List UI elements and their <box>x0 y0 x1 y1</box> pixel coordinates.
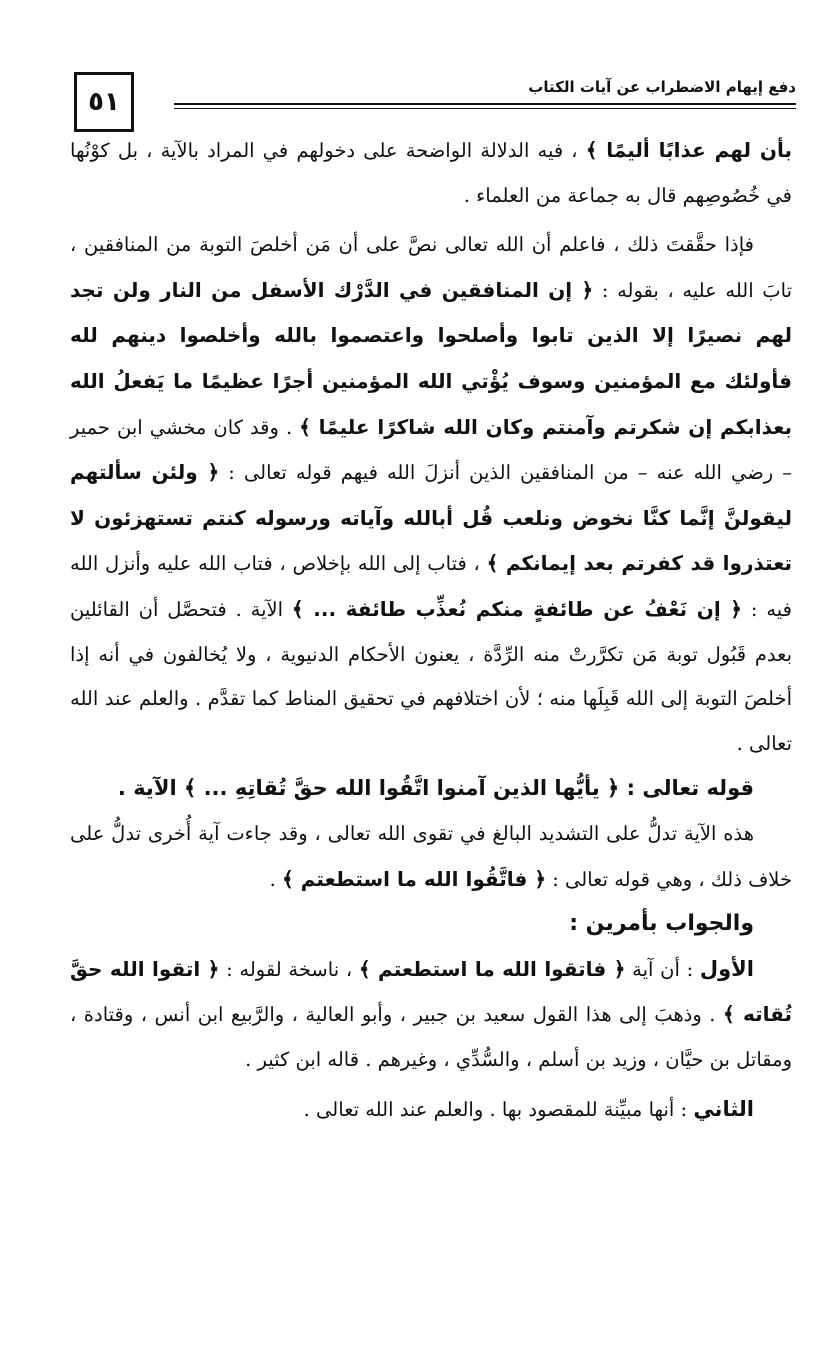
body-text-run: . وذهبَ إلى هذا القول سعيد بن جبير ، وأبو العالية ، والرَّبيع ابن أنس ، وقتادة ، ومقاتل بن حيَّان ، وزيد بن أسلم ، والسُّدِّي ، وغيرهم . قاله ابن كثير . <box>70 1003 792 1071</box>
page-body <box>70 128 792 1133</box>
paragraph-second-answer <box>70 1087 792 1133</box>
body-text-run: ، ناسخة لقوله : <box>219 957 359 981</box>
paragraph-first-answer <box>70 947 792 1083</box>
paragraph-4 <box>70 812 792 902</box>
verse-heading-text: قوله تعالى : ﴿ يأيُّها الذين آمنوا اتَّقُوا الله حقَّ تُقاتِهِ ... ﴾ الآية . <box>117 776 754 801</box>
answer-heading <box>70 902 792 947</box>
body-text-run: الآية . فتحصَّل أن القائلين بعدم قَبُول توبة مَن تكرَّرتْ منه الرِّدَّة ، يعنون الأحكام الدنيوية ، ولا يُخالفون في أنه إذا أخلصَ التوبة إلى الله قَبِلَها منه ؛ لأن اختلافهم في تحقيق المناط كما تقدَّم . والعلم عند الله تعالى . <box>70 597 792 755</box>
body-text-run: فإذا حقَّقتَ ذلك ، فاعلم أن الله تعالى نصَّ على أن مَن أخلصَ التوبة من المنافقين ، تابَ الله عليه ، بقوله : <box>70 233 793 302</box>
quran-quote: ﴿ إن المنافقين في الدَّرْك الأسفل من النار ولن تجد لهم نصيرًا إلا الذين تابوا وأصلحوا واعتصموا بالله وأخلصوا دينهم لله فأولئك مع المؤمنين وسوف يُؤْتي الله المؤمنين أجرًا عظيمًا ما يَفعلُ الله بعذابكم إن شكرتم وآمنتم وكان الله شاكرًا عليمًا ﴾ <box>70 277 793 439</box>
header-rule-thick <box>174 103 796 105</box>
running-title: دفع إيهام الاضطراب عن آيات الكتاب <box>528 78 796 96</box>
quran-quote: بأن لهم عذابًا أليمًا ﴾ <box>585 138 792 162</box>
paragraph-1 <box>70 128 792 218</box>
verse-heading <box>70 766 792 812</box>
page-number <box>74 72 134 132</box>
body-text-run: هذه الآية تدلُّ على التشديد البالغ في تقوى الله تعالى ، وقد جاءت آية أُخرى تدلُّ على خلاف ذلك ، وهي قوله تعالى : <box>70 821 792 891</box>
body-text-run: . وقد كان مخشي ابن حمير – رضي الله عنه – من المنافقين الذين أنزلَ الله فيهم قوله تعالى : <box>70 415 792 485</box>
second-label: الثاني <box>693 1097 754 1122</box>
quran-quote: ﴿ فاتقوا الله ما استطعتم ﴾ <box>358 956 626 981</box>
body-text-run: : أن آية <box>625 957 700 981</box>
quran-quote: ﴿ ولئن سألتهم ليقولنَّ إنَّما كنَّا نخوض ونلعب قُل أبالله وآياته ورسوله كنتم تستهزئون لا تعتذروا قد كفرتم بعد إيمانكم ﴾ <box>70 460 792 576</box>
body-text-run: ، فيه الدلالة الواضحة على دخولهم في المراد بالآية ، بل كوْنُها في خُصُوصِهم قال به جماعة من العلماء . <box>70 139 792 207</box>
quran-quote: ﴿ اتقوا الله حقَّ تُقاته ﴾ <box>70 956 792 1027</box>
body-text-run: . <box>269 867 283 891</box>
answer-heading-text: والجواب بأمرين : <box>569 911 754 937</box>
body-text-run: ، فتاب إلى الله بإخلاص ، فتاب الله عليه وأنزل الله فيه : <box>70 552 792 621</box>
body-text-run: : أنها مبيِّنة للمقصود بها . والعلم عند الله تعالى . <box>303 1098 694 1122</box>
paragraph-2 <box>70 223 792 766</box>
page-number-text: ٥١ <box>88 87 120 117</box>
header-rule-thin <box>174 108 796 109</box>
quran-quote: ﴿ إن نَعْفُ عن طائفةٍ منكم نُعذِّب طائفة ... ﴾ <box>291 596 743 621</box>
first-label: الأول <box>699 956 754 981</box>
quran-quote: ﴿ فاتَّقُوا الله ما استطعتم ﴾ <box>282 866 547 891</box>
